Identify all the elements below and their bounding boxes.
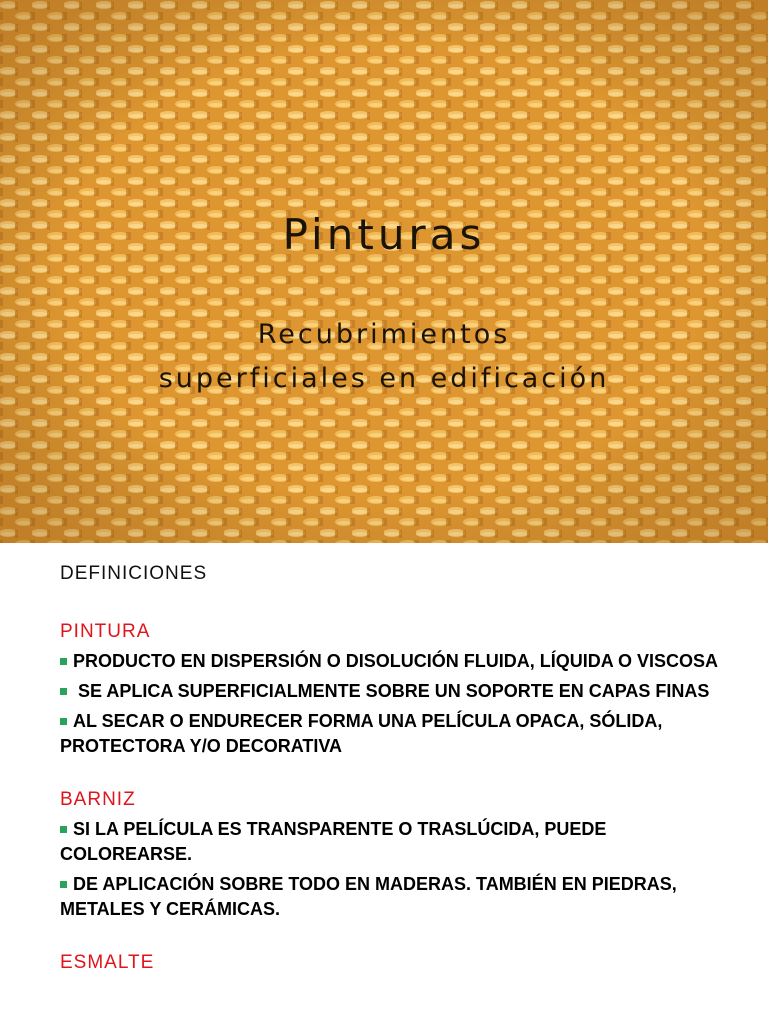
term-heading-pintura: PINTURA — [60, 621, 151, 642]
list-item: SI LA PELÍCULA ES TRANSPARENTE O TRASLÚCIDA, PUEDE COLOREARSE. — [60, 819, 607, 864]
cover-subtitle — [0, 313, 768, 401]
document-body — [60, 543, 740, 974]
list-item: DE APLICACIÓN SOBRE TODO EN MADERAS. TAMBIÉN EN PIEDRAS, METALES Y CERÁMICAS. — [60, 874, 677, 919]
cover-subtitle-line-2: superficiales en edificación — [158, 363, 610, 394]
term-heading-esmalte: ESMALTE — [60, 952, 155, 973]
cover-title: Pinturas — [282, 210, 486, 259]
term-items-pintura — [60, 649, 740, 759]
square-bullet-icon — [60, 688, 67, 695]
list-item: AL SECAR O ENDURECER FORMA UNA PELÍCULA OPACA, SÓLIDA, PROTECTORA Y/O DECORATIVA — [60, 711, 663, 756]
list-item: PRODUCTO EN DISPERSIÓN O DISOLUCIÓN FLUIDA, LÍQUIDA O VISCOSA — [60, 649, 740, 674]
square-bullet-icon — [60, 881, 67, 888]
term-heading-barniz: BARNIZ — [60, 789, 136, 810]
square-bullet-icon — [60, 718, 67, 725]
square-bullet-icon — [60, 826, 67, 833]
list-item: SE APLICA SUPERFICIALMENTE SOBRE UN SOPORTE EN CAPAS FINAS — [60, 679, 740, 704]
cover-subtitle-line-1: Recubrimientos — [257, 319, 511, 350]
square-bullet-icon — [60, 658, 67, 665]
term-items-barniz — [60, 817, 740, 922]
section-heading: DEFINICIONES — [60, 563, 208, 584]
